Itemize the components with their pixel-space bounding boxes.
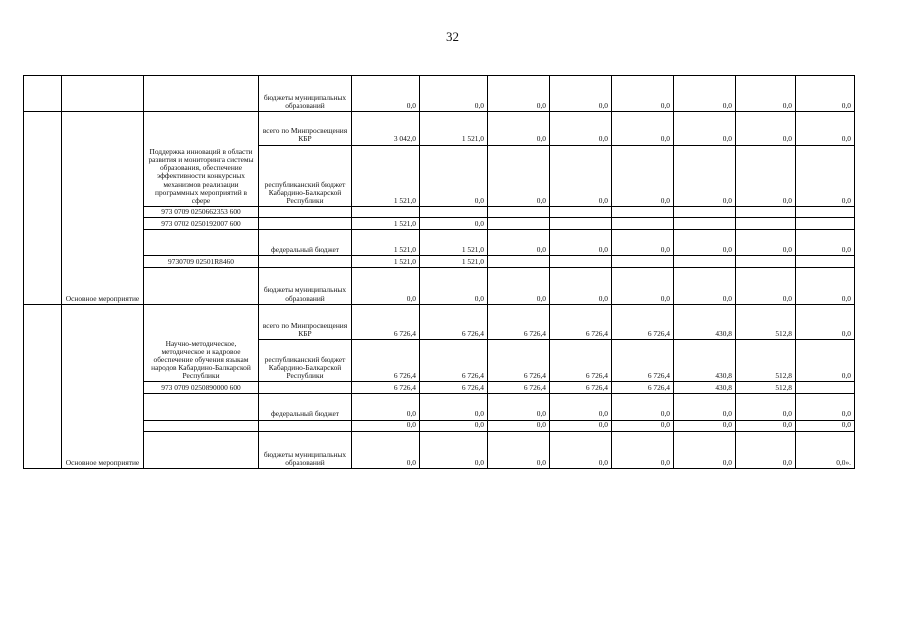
value-cell: 0,0 xyxy=(420,420,488,431)
funding-source xyxy=(259,382,352,394)
value-cell xyxy=(674,218,736,230)
value-cell: 6 726,4 xyxy=(352,304,420,339)
value-cell: 1 521,0 xyxy=(420,256,488,268)
table-row xyxy=(24,304,855,339)
value-cell: 0,0 xyxy=(674,431,736,468)
value-cell: 0,0 xyxy=(352,76,420,112)
table-row xyxy=(24,112,855,145)
value-cell: 0,0 xyxy=(736,268,796,304)
value-cell: 0,0 xyxy=(612,76,674,112)
value-cell: 0,0 xyxy=(612,112,674,145)
value-cell: 0,0 xyxy=(612,230,674,256)
value-cell: 0,0 xyxy=(796,339,855,381)
value-cell: 0,0 xyxy=(736,145,796,206)
value-cell xyxy=(612,218,674,230)
value-cell: 512,8 xyxy=(736,382,796,394)
value-cell: 0,0 xyxy=(488,394,550,420)
value-cell: 0,0 xyxy=(420,218,488,230)
table-row xyxy=(24,256,855,268)
value-cell: 0,0 xyxy=(796,304,855,339)
value-cell: 0,0 xyxy=(550,394,612,420)
value-cell: 0,0 xyxy=(736,112,796,145)
funding-source: федеральный бюджет xyxy=(259,230,352,256)
value-cell: 0,0 xyxy=(796,145,855,206)
value-cell: 6 726,4 xyxy=(612,304,674,339)
value-cell: 0,0 xyxy=(674,230,736,256)
table-row xyxy=(24,394,855,420)
value-cell xyxy=(612,206,674,217)
funding-source: бюджеты муниципальных образований xyxy=(259,431,352,468)
value-cell: 0,0 xyxy=(488,268,550,304)
activity-type: Основное мероприятие xyxy=(62,304,144,468)
activity-type: Основное мероприятие xyxy=(62,112,144,304)
funding-source: федеральный бюджет xyxy=(259,394,352,420)
value-cell xyxy=(612,256,674,268)
funding-source xyxy=(259,206,352,217)
value-cell: 6 726,4 xyxy=(488,304,550,339)
value-cell: 0,0 xyxy=(674,76,736,112)
value-cell: 6 726,4 xyxy=(488,382,550,394)
value-cell: 0,0 xyxy=(736,76,796,112)
value-cell: 0,0 xyxy=(550,230,612,256)
budget-code xyxy=(144,268,259,304)
value-cell: 6 726,4 xyxy=(488,339,550,381)
budget-code xyxy=(144,420,259,431)
value-cell: 1 521,0 xyxy=(352,218,420,230)
value-cell: 0,0 xyxy=(420,145,488,206)
funding-source: республиканский бюджет Кабардино-Балкарской Республики xyxy=(259,145,352,206)
value-cell: 1 521,0 xyxy=(420,112,488,145)
value-cell: 0,0 xyxy=(352,268,420,304)
value-cell: 0,0 xyxy=(550,76,612,112)
value-cell: 6 726,4 xyxy=(420,339,488,381)
value-cell: 0,0 xyxy=(796,230,855,256)
value-cell: 6 726,4 xyxy=(550,339,612,381)
value-cell xyxy=(796,382,855,394)
value-cell xyxy=(488,218,550,230)
value-cell: 0,0 xyxy=(796,112,855,145)
value-cell: 1 521,0 xyxy=(352,145,420,206)
value-cell xyxy=(736,218,796,230)
value-cell xyxy=(796,206,855,217)
value-cell: 0,0 xyxy=(736,394,796,420)
activity-description: Поддержка инноваций в области развития и мониторинга системы образования, обеспечение эффективности конкурсных механизмов реализации программных мероприятий в сфере xyxy=(144,112,259,207)
value-cell xyxy=(352,206,420,217)
value-cell: 0,0 xyxy=(550,268,612,304)
value-cell: 0,0 xyxy=(488,230,550,256)
value-cell: 430,8 xyxy=(674,339,736,381)
blank-cell xyxy=(24,112,62,304)
value-cell: 6 726,4 xyxy=(550,382,612,394)
value-cell: 6 726,4 xyxy=(352,339,420,381)
value-cell: 0,0 xyxy=(352,420,420,431)
value-cell xyxy=(736,206,796,217)
budget-code: 973 0709 0250890000 600 xyxy=(144,382,259,394)
value-cell: 1 521,0 xyxy=(352,230,420,256)
value-cell: 0,0 xyxy=(736,230,796,256)
blank-cell xyxy=(24,304,62,468)
budget-code: 9730709 02501R8460 xyxy=(144,256,259,268)
funding-source: всего по Минпросвещения КБР xyxy=(259,112,352,145)
value-cell: 0,0 xyxy=(612,431,674,468)
blank-cell xyxy=(62,76,144,112)
table-row xyxy=(24,382,855,394)
value-cell: 0,0 xyxy=(674,420,736,431)
value-cell: 0,0 xyxy=(736,420,796,431)
value-cell: 0,0 xyxy=(674,145,736,206)
value-cell: 1 521,0 xyxy=(420,230,488,256)
table-row xyxy=(24,230,855,256)
value-cell: 0,0 xyxy=(488,431,550,468)
value-cell: 0,0 xyxy=(550,420,612,431)
value-cell: 0,0 xyxy=(550,431,612,468)
value-cell xyxy=(796,218,855,230)
funding-source xyxy=(259,420,352,431)
value-cell xyxy=(420,206,488,217)
value-cell: 0,0 xyxy=(420,268,488,304)
funding-source: бюджеты муниципальных образований xyxy=(259,268,352,304)
value-cell: 6 726,4 xyxy=(420,304,488,339)
value-cell xyxy=(550,256,612,268)
value-cell: 3 042,0 xyxy=(352,112,420,145)
table-row xyxy=(24,431,855,468)
value-cell: 0,0 xyxy=(420,431,488,468)
table-row xyxy=(24,268,855,304)
value-cell: 0,0 xyxy=(796,76,855,112)
value-cell: 6 726,4 xyxy=(420,382,488,394)
value-cell: 6 726,4 xyxy=(550,304,612,339)
value-cell: 0,0 xyxy=(796,420,855,431)
value-cell: 0,0 xyxy=(488,76,550,112)
blank-cell xyxy=(24,76,62,112)
funding-source: бюджеты муниципальных образований xyxy=(259,76,352,112)
budget-code xyxy=(144,230,259,256)
value-cell: 1 521,0 xyxy=(352,256,420,268)
budget-table xyxy=(23,75,855,469)
value-cell: 512,8 xyxy=(736,304,796,339)
value-cell: 0,0 xyxy=(488,145,550,206)
funding-source xyxy=(259,256,352,268)
value-cell: 6 726,4 xyxy=(612,339,674,381)
value-cell: 430,8 xyxy=(674,382,736,394)
page-number: 32 xyxy=(446,29,459,44)
value-cell xyxy=(488,256,550,268)
value-cell: 0,0 xyxy=(736,431,796,468)
value-cell: 6 726,4 xyxy=(352,382,420,394)
funding-source: республиканский бюджет Кабардино-Балкарской Республики xyxy=(259,339,352,381)
value-cell xyxy=(674,206,736,217)
value-cell: 0,0 xyxy=(674,268,736,304)
value-cell: 512,8 xyxy=(736,339,796,381)
budget-code xyxy=(144,394,259,420)
value-cell: 0,0 xyxy=(674,112,736,145)
value-cell: 0,0 xyxy=(352,394,420,420)
table-row xyxy=(24,76,855,112)
table-row xyxy=(24,206,855,217)
value-cell: 0,0». xyxy=(796,431,855,468)
value-cell: 0,0 xyxy=(420,394,488,420)
value-cell: 0,0 xyxy=(488,420,550,431)
value-cell: 0,0 xyxy=(352,431,420,468)
value-cell: 0,0 xyxy=(612,268,674,304)
funding-source xyxy=(259,218,352,230)
blank-cell xyxy=(144,76,259,112)
value-cell xyxy=(796,256,855,268)
value-cell xyxy=(674,256,736,268)
value-cell: 0,0 xyxy=(488,112,550,145)
value-cell xyxy=(736,256,796,268)
value-cell: 0,0 xyxy=(674,394,736,420)
activity-description: Научно-методическое, методическое и кадровое обеспечение обучения языкам народов Кабардино-Балкарской Республики xyxy=(144,304,259,382)
value-cell: 0,0 xyxy=(550,112,612,145)
table-row xyxy=(24,420,855,431)
value-cell: 6 726,4 xyxy=(612,382,674,394)
value-cell xyxy=(488,206,550,217)
value-cell: 0,0 xyxy=(612,145,674,206)
value-cell xyxy=(550,218,612,230)
value-cell: 0,0 xyxy=(612,394,674,420)
value-cell: 0,0 xyxy=(550,145,612,206)
budget-code: 973 0709 0250662353 600 xyxy=(144,206,259,217)
budget-code xyxy=(144,431,259,468)
value-cell: 430,8 xyxy=(674,304,736,339)
funding-source: всего по Минпросвещения КБР xyxy=(259,304,352,339)
table-row xyxy=(24,218,855,230)
value-cell: 0,0 xyxy=(612,420,674,431)
value-cell: 0,0 xyxy=(420,76,488,112)
budget-code: 973 0702 0250192007 600 xyxy=(144,218,259,230)
value-cell xyxy=(550,206,612,217)
value-cell: 0,0 xyxy=(796,268,855,304)
value-cell: 0,0 xyxy=(796,394,855,420)
